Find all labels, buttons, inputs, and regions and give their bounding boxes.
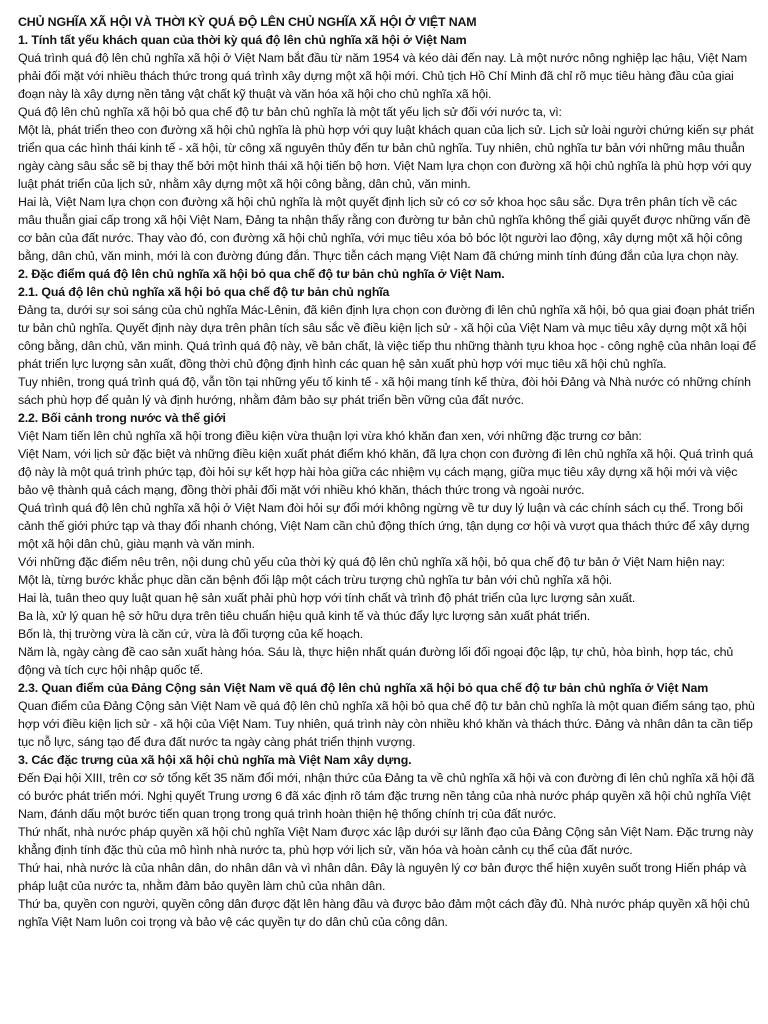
body-paragraph: Một là, từng bước khắc phục dần căn bệnh đối lập một cách trừu tượng chủ nghĩa tư bản với chủ nghĩa xã hội. — [18, 573, 612, 587]
body-paragraph: Thứ nhất, nhà nước pháp quyền xã hội chủ nghĩa Việt Nam được xác lập dưới sự lãnh đạo của Đảng Cộng sản Việt Nam. Đặc trưng này khẳng định tính đặc thù của mô hình nhà nước ta, phù hợp với lịch sử, văn hóa và hoàn cảnh cụ thể của đất nước. — [18, 825, 754, 857]
body-paragraph: Một là, phát triển theo con đường xã hội chủ nghĩa là phù hợp với quy luật khách quan của lịch sử. Lịch sử loài người chứng kiến sự phát triển qua các hình thái kinh tế - xã hội, từ công xã nguyên thủy đến tư bản chủ nghĩa. Tuy nhiên, chủ nghĩa tư bản với những mâu thuẫn ngày càng sâu sắc sẽ bị thay thế bởi một hình thái xã hội tiến bộ hơn. Việt Nam lựa chọn con đường xã hội chủ nghĩa là phù hợp với quy luật phát triển của lịch sử, nhằm xây dựng một xã hội công bằng, dân chủ, văn minh. — [18, 123, 754, 191]
section-heading: 2. Đặc điểm quá độ lên chủ nghĩa xã hội bỏ qua chế độ tư bản chủ nghĩa ở Việt Nam. — [18, 267, 505, 281]
section-heading: 1. Tính tất yếu khách quan của thời kỳ quá độ lên chủ nghĩa xã hội ở Việt Nam — [18, 33, 467, 47]
body-paragraph: Hai là, Việt Nam lựa chọn con đường xã hội chủ nghĩa là một quyết định lịch sử có cơ sở khoa học sâu sắc. Dựa trên phân tích về các mâu thuẫn giai cấp trong xã hội Việt Nam, Đảng ta nhận thấy rằng con đường tư bản chủ nghĩa không thể giải quyết được những vấn đề cơ bản của đất nước. Thay vào đó, con đường xã hội chủ nghĩa, với mục tiêu xóa bỏ bóc lột người lao động, xây dựng một xã hội công bằng, dân chủ, văn minh, mới là con đường đúng đắn. Thực tiễn cách mạng Việt Nam đã chứng minh tính đúng đắn của lựa chọn này. — [18, 195, 751, 263]
body-paragraph: Với những đặc điểm nêu trên, nội dung chủ yếu của thời kỳ quá độ lên chủ nghĩa xã hội, bỏ qua chế độ tư bản ở Việt Nam hiện nay: — [18, 555, 725, 569]
document-title: CHỦ NGHĨA XÃ HỘI VÀ THỜI KỲ QUÁ ĐỘ LÊN CHỦ NGHĨA XÃ HỘI Ở VIỆT NAM — [18, 15, 477, 29]
document-body — [18, 31, 760, 931]
document-page — [18, 13, 760, 931]
body-paragraph: Ba là, xử lý quan hệ sở hữu dựa trên tiêu chuẩn hiệu quả kinh tế và thúc đẩy lực lượng sản xuất phát triển. — [18, 609, 591, 623]
body-paragraph: Việt Nam tiến lên chủ nghĩa xã hội trong điều kiện vừa thuận lợi vừa khó khăn đan xen, với những đặc trưng cơ bản: — [18, 429, 642, 443]
body-paragraph: Bốn là, thị trường vừa là căn cứ, vừa là đối tượng của kế hoạch. — [18, 627, 363, 641]
body-paragraph: Quá độ lên chủ nghĩa xã hội bỏ qua chế độ tư bản chủ nghĩa là một tất yếu lịch sử đối với nước ta, vì: — [18, 105, 562, 119]
section-heading: 3. Các đặc trưng của xã hội xã hội chủ nghĩa mà Việt Nam xây dựng. — [18, 753, 412, 767]
section-heading: 2.1. Quá độ lên chủ nghĩa xã hội bỏ qua chế độ tư bản chủ nghĩa — [18, 285, 390, 299]
body-paragraph: Đảng ta, dưới sự soi sáng của chủ nghĩa Mác-Lênin, đã kiên định lựa chọn con đường đi lên chủ nghĩa xã hội, bỏ qua giai đoạn phát triển tư bản chủ nghĩa. Quyết định này dựa trên phân tích sâu sắc về điều kiện lịch sử - xã hội của Việt Nam và mục tiêu xây dựng một xã hội công bằng, dân chủ, văn minh. Quá trình quá độ này, về bản chất, là việc tiếp thu những thành tựu khoa học - công nghệ của nhân loại để phát triển lực lượng sản xuất, đồng thời chủ động định hình các quan hệ sản xuất phù hợp với mục tiêu xã hội chủ nghĩa. — [18, 303, 757, 371]
body-paragraph: Quá trình quá độ lên chủ nghĩa xã hội ở Việt Nam bắt đầu từ năm 1954 và kéo dài đến nay. Là một nước nông nghiệp lạc hậu, Việt Nam phải đối mặt với nhiều thách thức trong quá trình xây dựng một xã hội mới. Chủ tịch Hồ Chí Minh đã chỉ rõ mục tiêu hàng đầu của giai đoạn này là xây dựng nền tảng vật chất kỹ thuật và văn hóa xã hội cho chủ nghĩa xã hội. — [18, 51, 748, 101]
body-paragraph: Quan điểm của Đảng Cộng sản Việt Nam về quá độ lên chủ nghĩa xã hội bỏ qua chế độ tư bản chủ nghĩa là một quan điểm sáng tạo, phù hợp với điều kiện lịch sử - xã hội của Việt Nam. Tuy nhiên, quá trình này còn nhiều khó khăn và thách thức. Đảng và nhân dân ta cần tiếp tục nỗ lực, sáng tạo để đưa đất nước ta ngày càng phát triển thịnh vượng. — [18, 699, 755, 749]
body-paragraph: Đến Đại hội XIII, trên cơ sở tổng kết 35 năm đổi mới, nhận thức của Đảng ta về chủ nghĩa xã hội và con đường đi lên chủ nghĩa xã hội đã có bước phát triển mới. Nghị quyết Trung ương 6 đã xác định rõ tám đặc trưng nền tảng của nhà nước pháp quyền xã hội chủ nghĩa Việt Nam, đánh dấu một bước tiến quan trọng trong quá trình hoàn thiện hệ thống chính trị của đất nước. — [18, 771, 755, 821]
body-paragraph: Thứ hai, nhà nước là của nhân dân, do nhân dân và vì nhân dân. Đây là nguyên lý cơ bản được thể hiện xuyên suốt trong Hiến pháp và pháp luật của nước ta, nhằm đảm bảo quyền làm chủ của nhân dân. — [18, 861, 747, 893]
body-paragraph: Tuy nhiên, trong quá trình quá độ, vẫn tồn tại những yếu tố kinh tế - xã hội mang tính kế thừa, đòi hỏi Đảng và Nhà nước có những chính sách phù hợp để quản lý và định hướng, nhằm đảm bảo sự phát triển bền vững của đất nước. — [18, 375, 751, 407]
body-paragraph: Năm là, ngày càng đề cao sản xuất hàng hóa. Sáu là, thực hiện nhất quán đường lối đối ngoại độc lập, tự chủ, hòa bình, hợp tác, chủ động và tích cực hội nhập quốc tế. — [18, 645, 734, 677]
body-paragraph: Việt Nam, với lịch sử đặc biệt và những điều kiện xuất phát điểm khó khăn, đã lựa chọn con đường đi lên chủ nghĩa xã hội. Quá trình quá độ này là một quá trình phức tạp, đòi hỏi sự kết hợp hài hòa giữa các nhiệm vụ cách mạng, giữa mục tiêu xây dựng xã hội mới và việc bảo vệ thành quả cách mạng, đồng thời phải đối mặt với nhiều khó khăn, thách thức trong và ngoài nước. — [18, 447, 753, 497]
section-heading: 2.2. Bối cảnh trong nước và thế giới — [18, 411, 226, 425]
body-paragraph: Hai là, tuân theo quy luật quan hệ sản xuất phải phù hợp với tính chất và trình độ phát triển của lực lượng sản xuất. — [18, 591, 636, 605]
body-paragraph: Thứ ba, quyền con người, quyền công dân được đặt lên hàng đầu và được bảo đảm một cách đầy đủ. Nhà nước pháp quyền xã hội chủ nghĩa Việt Nam luôn coi trọng và bảo vệ các quyền tự do dân chủ của công dân. — [18, 897, 750, 929]
section-heading: 2.3. Quan điểm của Đảng Cộng sản Việt Nam về quá độ lên chủ nghĩa xã hội bỏ qua chế độ tư bản chủ nghĩa ở Việt Nam — [18, 681, 709, 695]
body-paragraph: Quá trình quá độ lên chủ nghĩa xã hội ở Việt Nam đòi hỏi sự đổi mới không ngừng về tư duy lý luận và các chính sách cụ thể. Trong bối cảnh thế giới phức tạp và thay đổi nhanh chóng, Việt Nam cần chủ động thích ứng, tận dụng cơ hội và vượt qua thách thức để xây dựng một xã hội dân chủ, giàu mạnh và văn minh. — [18, 501, 750, 551]
